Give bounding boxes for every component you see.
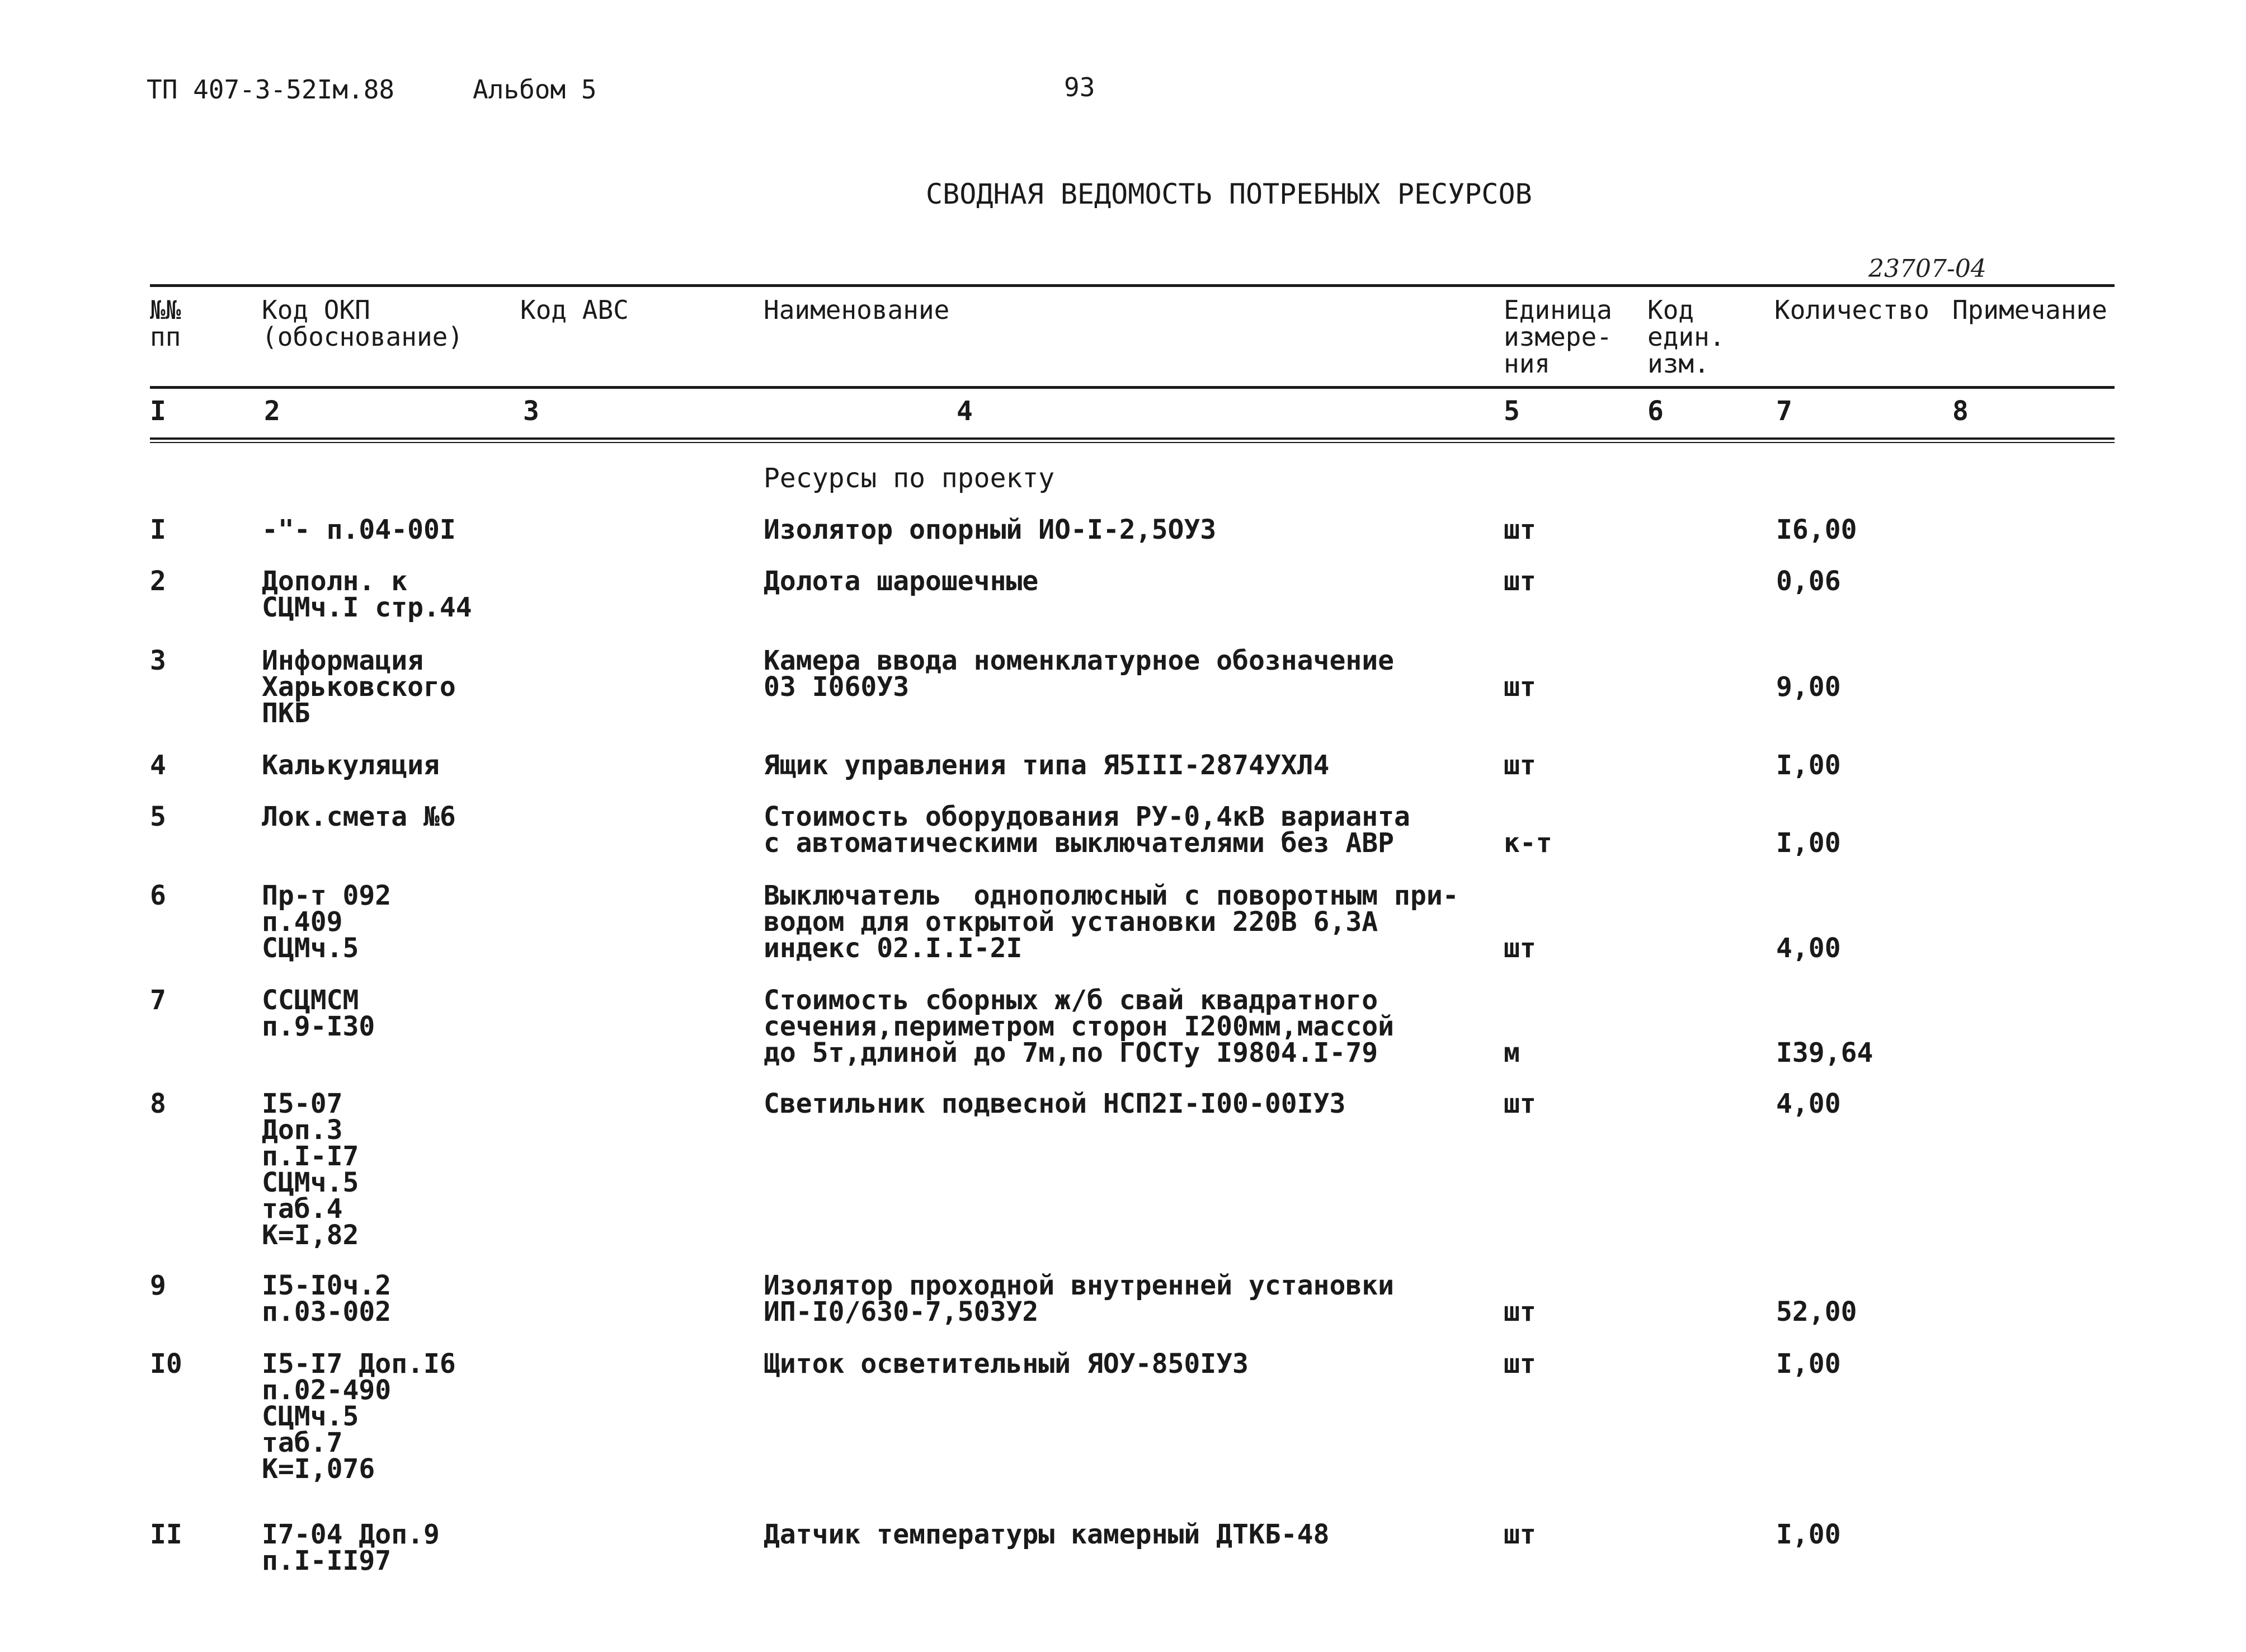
- row-9-name: Изолятор проходной внутренней установки ИП-I0/630-7,503У2: [764, 1270, 1395, 1328]
- row-7-number: 7: [150, 985, 166, 1016]
- row-9-code: I5-I0ч.2 п.03-002: [262, 1270, 392, 1328]
- row-3-number: 3: [150, 645, 166, 676]
- row-10-number: I0: [150, 1348, 182, 1380]
- col-number-8: 8: [1952, 396, 1969, 427]
- row-5-number: 5: [150, 801, 166, 832]
- row-6-name: Выключатель однополюсный с поворотным при- водом для открытой установки 220В 6,3А индекс 02.I.I-2I: [764, 880, 1459, 964]
- album-label: Альбом 5: [473, 74, 597, 105]
- row-1-code: -"- п.04-00I: [262, 514, 456, 545]
- row-7-unit: м: [1504, 1037, 1520, 1069]
- row-8-name: Светильник подвесной НСП2I-I00-00IУЗ: [764, 1088, 1346, 1119]
- row-6-code: Пр-т 092 п.409 СЦМч.5: [262, 880, 392, 964]
- row-2-code: Дополн. к СЦМч.I стр.44: [262, 566, 472, 623]
- row-11-number: II: [150, 1519, 182, 1550]
- row-9-number: 9: [150, 1270, 166, 1301]
- row-5-name: Стоимость оборудования РУ-0,4кВ варианта с автоматическими выключателями без АВР: [764, 801, 1410, 859]
- col-number-5: 5: [1504, 396, 1520, 427]
- row-4-name: Ящик управления типа Я5III-2874УХЛ4: [764, 750, 1330, 781]
- row-3-code: Информация Харьковского ПКБ: [262, 645, 456, 729]
- row-3-quantity: 9,00: [1776, 671, 1841, 703]
- row-3-name: Камера ввода номенклатурное обозначение 03 I060УЗ: [764, 645, 1395, 703]
- page-number: 93: [1064, 72, 1095, 102]
- col-header-unit-code: Код един. изм.: [1647, 295, 1725, 379]
- header-bottom-rule: [150, 386, 2115, 389]
- row-2-name: Долота шарошечные: [764, 566, 1039, 597]
- document-title: СВОДНАЯ ВЕДОМОСТЬ ПОТРЕБНЫХ РЕСУРСОВ: [926, 178, 1532, 210]
- row-9-quantity: 52,00: [1776, 1296, 1857, 1328]
- col-number-6: 6: [1647, 396, 1664, 427]
- col-header-name: Наименование: [764, 295, 950, 325]
- row-10-unit: шт: [1504, 1348, 1536, 1380]
- row-8-number: 8: [150, 1088, 166, 1119]
- row-6-unit: шт: [1504, 933, 1536, 964]
- row-1-number: I: [150, 514, 166, 545]
- col-number-4: 4: [957, 396, 973, 427]
- row-4-code: Калькуляция: [262, 750, 440, 781]
- row-4-number: 4: [150, 750, 166, 781]
- row-6-number: 6: [150, 880, 166, 911]
- row-10-code: I5-I7 Доп.I6 п.02-490 СЦМч.5 таб.7 К=I,076: [262, 1348, 456, 1485]
- handwritten-note: 23707-04: [1868, 255, 1986, 283]
- col-number-3: 3: [523, 396, 539, 427]
- row-5-quantity: I,00: [1776, 827, 1841, 859]
- row-11-quantity: I,00: [1776, 1519, 1841, 1550]
- column-numbers-rule: [150, 437, 2115, 440]
- col-header-okp-code: Код ОКП (обоснование): [262, 295, 464, 352]
- row-11-name: Датчик температуры камерный ДТКБ-48: [764, 1519, 1330, 1550]
- col-header-note: Примечание: [1952, 295, 2107, 325]
- section-title: Ресурсы по проекту: [764, 463, 1055, 494]
- row-2-unit: шт: [1504, 566, 1536, 597]
- row-8-unit: шт: [1504, 1088, 1536, 1119]
- col-header-quantity: Количество: [1774, 295, 1929, 325]
- col-number-2: 2: [264, 396, 280, 427]
- row-7-code: ССЦМСМ п.9-I30: [262, 985, 375, 1042]
- col-header-number: №№ пп: [150, 295, 181, 352]
- row-4-quantity: I,00: [1776, 750, 1841, 781]
- row-1-unit: шт: [1504, 514, 1536, 545]
- column-numbers-rule-2: [150, 442, 2115, 443]
- row-11-code: I7-04 Доп.9 п.I-II97: [262, 1519, 440, 1576]
- row-10-name: Щиток осветительный ЯОУ-850IУЗ: [764, 1348, 1249, 1380]
- row-10-quantity: I,00: [1776, 1348, 1841, 1380]
- row-1-quantity: I6,00: [1776, 514, 1857, 545]
- row-5-code: Лок.смета №6: [262, 801, 456, 832]
- row-1-name: Изолятор опорный ИО-I-2,5ОУЗ: [764, 514, 1217, 545]
- row-2-quantity: 0,06: [1776, 566, 1841, 597]
- col-header-unit: Единица измере- ния: [1504, 295, 1612, 379]
- col-number-1: I: [150, 396, 166, 427]
- row-5-unit: к-т: [1504, 827, 1552, 859]
- row-2-number: 2: [150, 566, 166, 597]
- row-11-unit: шт: [1504, 1519, 1536, 1550]
- table-top-rule: [150, 284, 2115, 287]
- row-4-unit: шт: [1504, 750, 1536, 781]
- col-number-7: 7: [1776, 396, 1792, 427]
- row-8-quantity: 4,00: [1776, 1088, 1841, 1119]
- col-header-abc-code: Код АВС: [520, 295, 629, 325]
- row-9-unit: шт: [1504, 1296, 1536, 1328]
- row-7-name: Стоимость сборных ж/б свай квадратного сечения,периметром сторон I200мм,массой до 5т,длиной до 7м,по ГОСТу I9804.I-79: [764, 985, 1395, 1069]
- row-8-code: I5-07 Доп.3 п.I-I7 СЦМч.5 таб.4 К=I,82: [262, 1088, 359, 1251]
- document-code: ТП 407-3-52Iм.88: [147, 74, 395, 105]
- row-6-quantity: 4,00: [1776, 933, 1841, 964]
- row-3-unit: шт: [1504, 671, 1536, 703]
- row-7-quantity: I39,64: [1776, 1037, 1873, 1069]
